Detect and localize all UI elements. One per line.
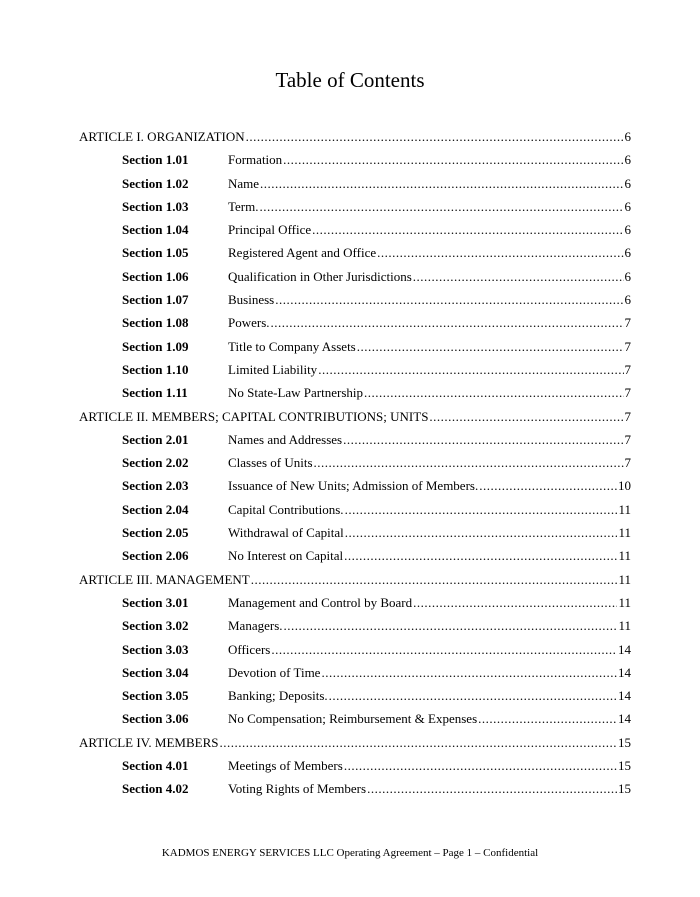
section-title: Registered Agent and Office (228, 245, 377, 261)
dot-leader (345, 525, 618, 541)
dot-leader (367, 781, 617, 797)
page-number: 11 (618, 501, 631, 517)
toc-article-entry[interactable] (79, 735, 631, 758)
page-number: 11 (618, 594, 631, 610)
toc-section-entry[interactable] (79, 711, 631, 734)
page-number: 6 (624, 198, 631, 214)
section-title: Limited Liability (228, 361, 318, 377)
dot-leader (329, 688, 617, 704)
toc-section-entry[interactable] (79, 688, 631, 711)
section-title: Powers. (228, 315, 270, 331)
section-title: Business (228, 292, 275, 308)
table-of-contents (79, 129, 631, 805)
section-title: Meetings of Members (228, 758, 343, 774)
page-number: 15 (618, 734, 631, 750)
page-number: 7 (624, 385, 631, 401)
section-number: Section 1.02 (122, 175, 189, 191)
toc-section-entry[interactable] (79, 548, 631, 571)
section-title: Withdrawal of Capital (228, 525, 344, 541)
article-title: ARTICLE III. MANAGEMENT (79, 571, 250, 587)
section-title: Management and Control by Board (228, 594, 413, 610)
toc-section-entry[interactable] (79, 245, 631, 268)
page-number: 10 (618, 478, 631, 494)
section-number: Section 1.03 (122, 198, 189, 214)
toc-section-entry[interactable] (79, 385, 631, 408)
section-number: Section 1.09 (122, 338, 189, 354)
page-number: 7 (624, 455, 631, 471)
section-title: Issuance of New Units; Admission of Members. (228, 478, 479, 494)
section-title: No Compensation; Reimbursement & Expenses (228, 711, 478, 727)
page-number: 7 (624, 338, 631, 354)
dot-leader (344, 548, 617, 564)
section-number: Section 1.08 (122, 315, 189, 331)
page-number: 11 (618, 618, 631, 634)
dot-leader (479, 478, 617, 494)
page-number: 14 (618, 664, 631, 680)
section-title: Managers. (228, 618, 283, 634)
page-number: 6 (624, 268, 631, 284)
section-number: Section 2.02 (122, 455, 189, 471)
page-number: 14 (618, 641, 631, 657)
page-number: 6 (624, 152, 631, 168)
dot-leader (321, 665, 617, 681)
section-number: Section 1.06 (122, 268, 189, 284)
dot-leader (275, 292, 623, 308)
dot-leader (429, 409, 623, 425)
dot-leader (260, 199, 624, 215)
dot-leader (413, 269, 624, 285)
section-number: Section 3.04 (122, 664, 189, 680)
toc-section-entry[interactable] (79, 315, 631, 338)
section-number: Section 1.04 (122, 222, 189, 238)
toc-article-entry[interactable] (79, 409, 631, 432)
toc-section-entry[interactable] (79, 478, 631, 501)
article-title: ARTICLE II. MEMBERS; CAPITAL CONTRIBUTIONS; UNITS (79, 408, 429, 424)
section-number: Section 1.01 (122, 152, 189, 168)
dot-leader (283, 152, 623, 168)
page-footer: KADMOS ENERGY SERVICES LLC Operating Agreement – Page 1 – Confidential (161, 847, 539, 859)
section-title: Title to Company Assets (228, 338, 356, 354)
toc-section-entry[interactable] (79, 339, 631, 362)
toc-section-entry[interactable] (79, 269, 631, 292)
section-number: Section 1.07 (122, 292, 189, 308)
dot-leader (345, 502, 618, 518)
toc-section-entry[interactable] (79, 152, 631, 175)
dot-leader (284, 618, 618, 634)
section-number: Section 1.10 (122, 361, 189, 377)
section-title: No Interest on Capital (228, 548, 344, 564)
toc-article-entry[interactable] (79, 129, 631, 152)
page-number: 6 (624, 245, 631, 261)
section-number: Section 2.05 (122, 525, 189, 541)
section-number: Section 3.02 (122, 618, 189, 634)
page-number: 15 (618, 758, 631, 774)
toc-section-entry[interactable] (79, 618, 631, 641)
toc-section-entry[interactable] (79, 502, 631, 525)
dot-leader (246, 129, 624, 145)
page-number: 6 (624, 129, 631, 144)
page-number: 14 (618, 688, 631, 704)
section-title: Term. (228, 198, 259, 214)
page-title: Table of Contents (275, 68, 425, 92)
section-number: Section 4.01 (122, 758, 189, 774)
section-title: Formation (228, 152, 283, 168)
section-number: Section 2.03 (122, 478, 189, 494)
toc-section-entry[interactable] (79, 595, 631, 618)
section-title: Officers (228, 641, 271, 657)
dot-leader (377, 245, 623, 261)
dot-leader (271, 642, 617, 658)
page-number: 11 (618, 525, 631, 541)
page-number: 14 (618, 711, 631, 727)
page-number: 7 (624, 361, 631, 377)
dot-leader (344, 758, 617, 774)
dot-leader (312, 222, 623, 238)
page-number: 15 (618, 781, 631, 797)
dot-leader (413, 595, 617, 611)
toc-article-entry[interactable] (79, 572, 631, 595)
section-title: Names and Addresses (228, 431, 343, 447)
section-title: No State-Law Partnership (228, 385, 364, 401)
page-number: 11 (618, 548, 631, 564)
toc-section-entry[interactable] (79, 455, 631, 478)
page-number: 7 (624, 431, 631, 447)
dot-leader (478, 711, 617, 727)
dot-leader (219, 735, 617, 751)
toc-section-entry[interactable] (79, 781, 631, 804)
section-title: Principal Office (228, 222, 312, 238)
section-number: Section 2.06 (122, 548, 189, 564)
section-title: Name (228, 175, 260, 191)
section-title: Classes of Units (228, 455, 313, 471)
dot-leader (260, 176, 623, 192)
section-number: Section 3.05 (122, 688, 189, 704)
toc-section-entry[interactable] (79, 362, 631, 385)
section-number: Section 3.06 (122, 711, 189, 727)
dot-leader (318, 362, 623, 378)
section-title: Banking; Deposits. (228, 688, 328, 704)
page-number: 6 (624, 222, 631, 238)
toc-section-entry[interactable] (79, 758, 631, 781)
section-number: Section 3.03 (122, 641, 189, 657)
dot-leader (364, 385, 623, 401)
article-title: ARTICLE IV. MEMBERS (79, 734, 219, 750)
section-title: Voting Rights of Members (228, 781, 367, 797)
toc-section-entry[interactable] (79, 642, 631, 665)
toc-section-entry[interactable] (79, 222, 631, 245)
page-number: 7 (624, 408, 631, 424)
dot-leader (357, 339, 624, 355)
dot-leader (314, 455, 624, 471)
section-number: Section 3.01 (122, 594, 189, 610)
page-number: 7 (624, 315, 631, 331)
page-number: 6 (624, 175, 631, 191)
section-number: Section 1.05 (122, 245, 189, 261)
section-title: Devotion of Time (228, 664, 321, 680)
section-title: Qualification in Other Jurisdictions (228, 268, 412, 284)
section-number: Section 1.11 (122, 385, 188, 401)
page-number: 6 (624, 292, 631, 308)
section-number: Section 4.02 (122, 781, 189, 797)
toc-section-entry[interactable] (79, 292, 631, 315)
dot-leader (251, 572, 618, 588)
section-number: Section 2.01 (122, 431, 189, 447)
section-title: Capital Contributions. (228, 501, 344, 517)
page-number: 11 (618, 571, 631, 587)
toc-section-entry[interactable] (79, 199, 631, 222)
toc-section-entry[interactable] (79, 176, 631, 199)
dot-leader (271, 315, 624, 331)
toc-section-entry[interactable] (79, 432, 631, 455)
article-title: ARTICLE I. ORGANIZATION (79, 129, 245, 144)
section-number: Section 2.04 (122, 501, 189, 517)
toc-section-entry[interactable] (79, 665, 631, 688)
toc-section-entry[interactable] (79, 525, 631, 548)
dot-leader (343, 432, 623, 448)
